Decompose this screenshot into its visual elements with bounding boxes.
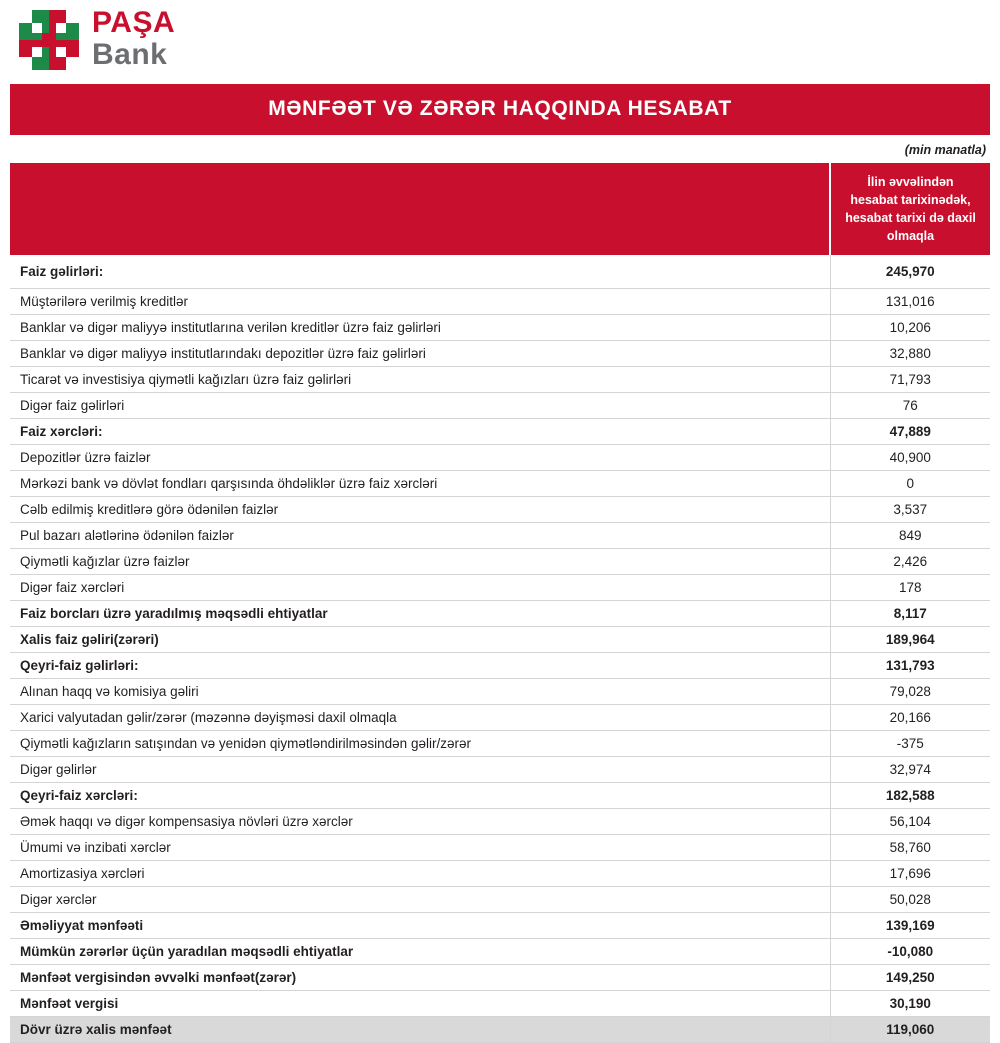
row-value: 10,206 bbox=[830, 314, 990, 340]
row-value: 32,974 bbox=[830, 756, 990, 782]
row-label: Digər xərclər bbox=[10, 886, 830, 912]
row-value: 182,588 bbox=[830, 782, 990, 808]
row-value: 20,166 bbox=[830, 704, 990, 730]
row-value: 56,104 bbox=[830, 808, 990, 834]
row-label: Dövr üzrə xalis mənfəət bbox=[10, 1016, 830, 1042]
row-label: Digər faiz xərcləri bbox=[10, 574, 830, 600]
row-label: Ümumi və inzibati xərclər bbox=[10, 834, 830, 860]
table-row bbox=[10, 990, 990, 1016]
row-value: 50,028 bbox=[830, 886, 990, 912]
table-row bbox=[10, 444, 990, 470]
table-row bbox=[10, 288, 990, 314]
row-value: 131,016 bbox=[830, 288, 990, 314]
table-row bbox=[10, 574, 990, 600]
row-value: 17,696 bbox=[830, 860, 990, 886]
column-header-label bbox=[10, 163, 830, 255]
brand-name-line1: PAŞA bbox=[92, 6, 176, 39]
table-row bbox=[10, 600, 990, 626]
row-label: Alınan haqq və komisiya gəliri bbox=[10, 678, 830, 704]
brand-header bbox=[0, 0, 1000, 78]
row-value: 139,169 bbox=[830, 912, 990, 938]
row-label: Xarici valyutadan gəlir/zərər (məzənnə dəyişməsi daxil olmaqla bbox=[10, 704, 830, 730]
table-row bbox=[10, 730, 990, 756]
row-value: 71,793 bbox=[830, 366, 990, 392]
row-label: Qeyri-faiz xərcləri: bbox=[10, 782, 830, 808]
row-value: 119,060 bbox=[830, 1016, 990, 1042]
row-value: 245,970 bbox=[830, 255, 990, 288]
row-value: 40,900 bbox=[830, 444, 990, 470]
row-label: Qeyri-faiz gəlirləri: bbox=[10, 652, 830, 678]
row-label: Mənfəət vergisi bbox=[10, 990, 830, 1016]
table-row bbox=[10, 756, 990, 782]
row-label: Mümkün zərərlər üçün yaradılan məqsədli ehtiyatlar bbox=[10, 938, 830, 964]
units-note: (min manatla) bbox=[904, 143, 986, 157]
table-row bbox=[10, 808, 990, 834]
table-row bbox=[10, 964, 990, 990]
table-header-row bbox=[10, 163, 990, 255]
table-body bbox=[10, 255, 990, 1042]
row-value: 849 bbox=[830, 522, 990, 548]
table-row bbox=[10, 522, 990, 548]
row-label: Digər gəlirlər bbox=[10, 756, 830, 782]
row-value: 47,889 bbox=[830, 418, 990, 444]
row-label: Xalis faiz gəliri(zərəri) bbox=[10, 626, 830, 652]
row-label: Depozitlər üzrə faizlər bbox=[10, 444, 830, 470]
row-label: Cəlb edilmiş kreditlərə görə ödənilən faizlər bbox=[10, 496, 830, 522]
row-label: Ticarət və investisiya qiymətli kağızları üzrə faiz gəlirləri bbox=[10, 366, 830, 392]
row-label: Amortizasiya xərcləri bbox=[10, 860, 830, 886]
table-row bbox=[10, 548, 990, 574]
table-row bbox=[10, 938, 990, 964]
row-label: Banklar və digər maliyyə institutlarındakı depozitlər üzrə faiz gəlirləri bbox=[10, 340, 830, 366]
row-label: Faiz borcları üzrə yaradılmış məqsədli ehtiyatlar bbox=[10, 600, 830, 626]
row-label: Əməliyyat mənfəəti bbox=[10, 912, 830, 938]
row-label: Qiymətli kağızlar üzrə faizlər bbox=[10, 548, 830, 574]
row-value: 131,793 bbox=[830, 652, 990, 678]
row-label: Əmək haqqı və digər kompensasiya növləri üzrə xərclər bbox=[10, 808, 830, 834]
row-value: 76 bbox=[830, 392, 990, 418]
table-row bbox=[10, 652, 990, 678]
pasha-bank-pinwheel-logo-icon bbox=[18, 9, 80, 71]
row-value: 8,117 bbox=[830, 600, 990, 626]
brand-name-line2: Bank bbox=[92, 38, 168, 71]
row-value: 3,537 bbox=[830, 496, 990, 522]
row-label: Digər faiz gəlirləri bbox=[10, 392, 830, 418]
table-row bbox=[10, 782, 990, 808]
table-row bbox=[10, 626, 990, 652]
row-label: Mərkəzi bank və dövlət fondları qarşısında öhdəliklər üzrə faiz xərcləri bbox=[10, 470, 830, 496]
table-row bbox=[10, 860, 990, 886]
table-row bbox=[10, 912, 990, 938]
table-row bbox=[10, 834, 990, 860]
row-value: -10,080 bbox=[830, 938, 990, 964]
brand-wordmark bbox=[92, 8, 175, 72]
table-row bbox=[10, 392, 990, 418]
table-row bbox=[10, 1016, 990, 1042]
row-value: 32,880 bbox=[830, 340, 990, 366]
table-row bbox=[10, 886, 990, 912]
row-label: Banklar və digər maliyyə institutlarına verilən kreditlər üzrə faiz gəlirləri bbox=[10, 314, 830, 340]
column-header-period: İlin əvvəlindən hesabat tarixinədək, hesabat tarixi də daxil olmaqla bbox=[830, 163, 990, 255]
row-label: Mənfəət vergisindən əvvəlki mənfəət(zərər) bbox=[10, 964, 830, 990]
row-label: Faiz xərcləri: bbox=[10, 418, 830, 444]
table-row bbox=[10, 496, 990, 522]
table-row bbox=[10, 366, 990, 392]
row-label: Qiymətli kağızların satışından və yenidən qiymətləndirilməsindən gəlir/zərər bbox=[10, 730, 830, 756]
table-row bbox=[10, 418, 990, 444]
row-value: -375 bbox=[830, 730, 990, 756]
profit-loss-table bbox=[10, 163, 990, 1043]
row-value: 149,250 bbox=[830, 964, 990, 990]
table-row bbox=[10, 340, 990, 366]
row-value: 178 bbox=[830, 574, 990, 600]
row-label: Faiz gəlirləri: bbox=[10, 255, 830, 288]
table-row bbox=[10, 470, 990, 496]
row-value: 0 bbox=[830, 470, 990, 496]
row-label: Müştərilərə verilmiş kreditlər bbox=[10, 288, 830, 314]
table-row bbox=[10, 255, 990, 288]
row-value: 2,426 bbox=[830, 548, 990, 574]
row-value: 30,190 bbox=[830, 990, 990, 1016]
table-row bbox=[10, 314, 990, 340]
table-row bbox=[10, 678, 990, 704]
table-row bbox=[10, 704, 990, 730]
row-value: 58,760 bbox=[830, 834, 990, 860]
page-title: MƏNFƏƏT VƏ ZƏRƏR HAQQINDA HESABAT bbox=[10, 84, 990, 135]
row-value: 79,028 bbox=[830, 678, 990, 704]
table-head bbox=[10, 163, 990, 255]
row-value: 189,964 bbox=[830, 626, 990, 652]
row-label: Pul bazarı alətlərinə ödənilən faizlər bbox=[10, 522, 830, 548]
